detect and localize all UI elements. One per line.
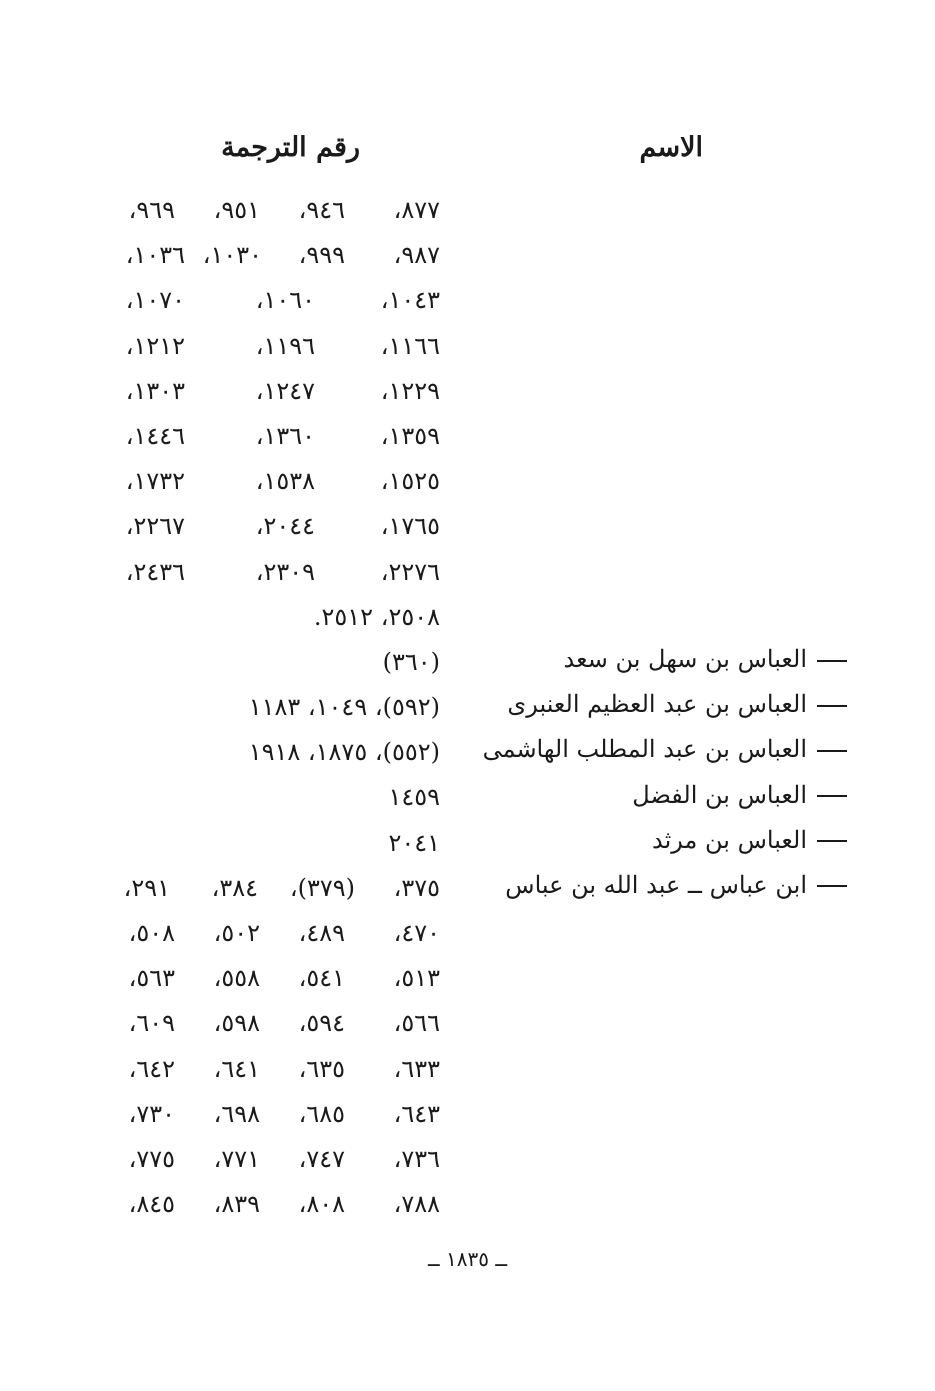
number-cell: ١٣٦٠، [255,421,315,450]
number-cell: ٥٠٢، [213,919,260,947]
name-entry [467,727,847,772]
number-cell: ١٤٤٦، [125,421,185,450]
number-cell: ١٠٣٦، [125,241,185,270]
number-cell: ١٤٥٩ [388,783,440,812]
number-row [100,821,440,866]
number-cell: ١١٦٦، [380,331,440,360]
number-cell: ٢٤٣٦، [125,557,185,586]
number-cell: ٨٠٨، [298,1190,345,1219]
number-cell: ١٢١٢، [125,331,185,360]
number-cell: ١٣٥٩، [380,421,440,450]
name-text: العباس بن مرثد [652,825,807,854]
number-cell: ٦٣٣، [393,1054,440,1083]
number-cell: ٥٤١، [298,964,345,993]
number-cell: ١٣٠٣، [125,376,185,405]
name-text: ابن عباس ــ عبد الله بن عباس [505,870,807,899]
number-cell: ٢٠٤١ [388,828,440,857]
number-cell: ١٠٦٠، [255,286,315,315]
number-row [100,1047,440,1092]
translation-number-column [100,188,440,1227]
number-row [100,1092,440,1137]
number-row [100,730,440,775]
name-text: العباس بن عبد العظيم العنبرى [507,690,807,719]
number-row [100,911,440,956]
number-row [100,1001,440,1046]
number-row [100,640,440,685]
number-cell: ٣٨٤، [211,873,258,902]
number-row [100,956,440,1001]
number-row [100,459,440,504]
column-header-translation-number: رقم الترجمة [221,132,360,163]
number-cell: ١٢٤٧، [255,376,315,405]
number-cell: ٩٨٧، [393,241,440,270]
number-cell: ٥٦٣، [128,964,175,993]
entry-dash [817,660,847,662]
number-cell: ١٠٣٠، [202,241,262,270]
name-text: العباس بن الفضل [632,780,807,809]
number-cell: ٢٥٠٨، ٢٥١٢. [313,602,440,631]
number-row [100,233,440,278]
number-cell: ١٥٣٨، [255,467,315,496]
column-header-name: الاسم [639,132,703,163]
number-row [100,866,440,911]
number-cell: ١٧٣٢، [125,467,185,496]
number-row [100,324,440,369]
number-cell: ٩٩٩، [298,241,345,270]
number-cell: ١٠٤٣، [380,286,440,315]
number-cell: (٣٧٩)، [289,873,355,902]
number-row [100,278,440,323]
number-row [100,369,440,414]
number-cell: ٦٣٥، [298,1054,345,1083]
number-cell: (٣٦٠) [382,647,440,676]
number-cell: ٥٠٨، [128,919,175,947]
number-row [100,1182,440,1227]
number-cell: ١٧٦٥، [380,512,440,541]
number-row [100,1137,440,1182]
number-cell: (٥٩٢)، ١٠٤٩، ١١٨٣ [248,693,440,722]
number-row [100,188,440,233]
number-cell: ١١٩٦، [255,331,315,360]
entry-dash [817,885,847,887]
number-cell: ٥٩٨، [213,1009,260,1038]
number-cell: ٧٤٧، [298,1144,345,1173]
number-cell: ٥٦٦، [393,1009,440,1038]
entry-dash [817,795,847,797]
number-cell: ٩٥١، [213,196,260,224]
number-cell: ٤٨٩، [298,919,345,947]
number-row [100,595,440,640]
number-cell: ٢٩١، [123,873,170,902]
number-cell: ٢٢٧٦، [380,557,440,586]
number-cell: ٦٤٣، [393,1099,440,1128]
number-cell: ٧٨٨، [393,1190,440,1219]
number-cell: ٨٣٩، [213,1190,260,1219]
number-cell: ٧٣٠، [128,1099,175,1128]
name-entry [467,637,847,682]
name-entry [467,682,847,727]
number-cell: ٩٦٩، [128,196,175,224]
number-cell: ٤٧٠، [393,919,440,947]
number-cell: ٦٨٥، [298,1099,345,1128]
number-cell: ٨٤٥، [128,1190,175,1219]
number-cell: ٧٧١، [213,1144,260,1173]
number-cell: ٧٣٦، [393,1144,440,1173]
number-cell: ٦٤٢، [128,1054,175,1083]
number-cell: (٥٥٢)، ١٨٧٥، ١٩١٨ [248,738,440,767]
entry-dash [817,705,847,707]
number-cell: ٧٧٥، [128,1144,175,1173]
number-cell: ٢٣٠٩، [255,557,315,586]
number-cell: ٥٥٨، [213,964,260,993]
number-cell: ٨٧٧، [393,196,440,224]
name-entry [467,773,847,818]
name-text: العباس بن عبد المطلب الهاشمى [482,735,807,764]
number-cell: ٥١٣، [393,964,440,993]
number-cell: ٣٧٥، [393,873,440,902]
number-cell: ٢٠٤٤، [255,512,315,541]
number-row [100,550,440,595]
name-column [467,637,847,908]
number-row [100,414,440,459]
number-cell: ١٠٧٠، [125,286,185,315]
name-entry [467,863,847,908]
number-row [100,685,440,730]
page-number: ــ ١٨٣٥ ــ [427,1247,508,1271]
number-cell: ٦٩٨، [213,1099,260,1128]
number-cell: ٦٠٩، [128,1009,175,1038]
number-row [100,504,440,549]
number-cell: ٦٤١، [213,1054,260,1083]
number-cell: ١٢٢٩، [380,376,440,405]
number-row [100,775,440,820]
number-cell: ٩٤٦، [298,196,345,224]
name-entry [467,818,847,863]
name-text: العباس بن سهل بن سعد [563,645,807,673]
number-cell: ٢٢٦٧، [125,512,185,541]
entry-dash [817,840,847,842]
number-cell: ٥٩٤، [298,1009,345,1038]
entry-dash [817,750,847,752]
number-cell: ١٥٢٥، [380,467,440,496]
